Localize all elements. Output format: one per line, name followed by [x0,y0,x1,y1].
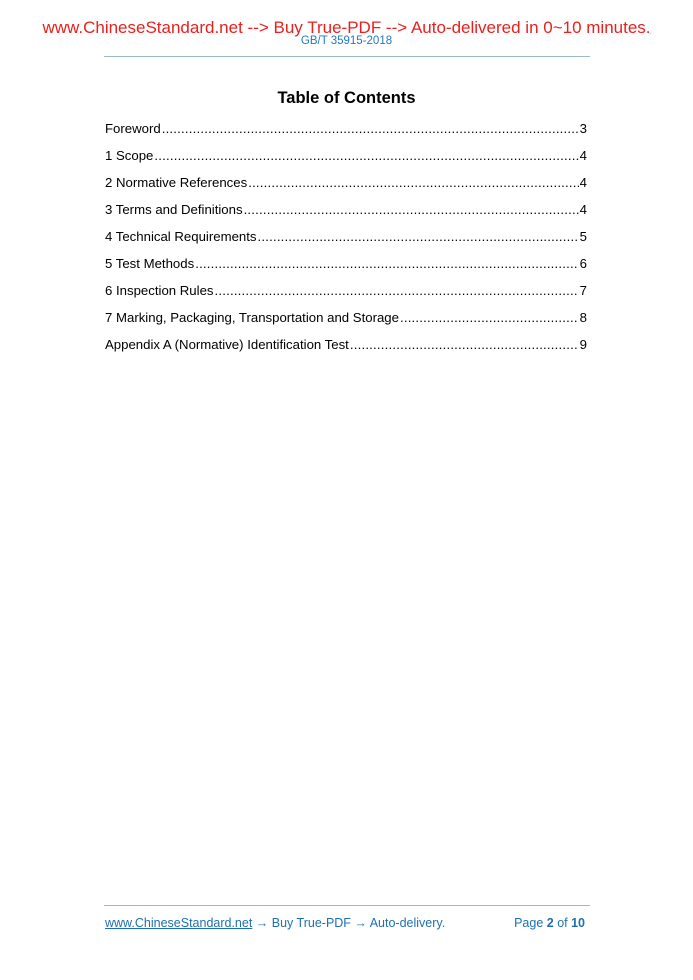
toc-entry-label: 1 Scope [105,148,154,163]
footer-promo [105,915,445,931]
toc-entry-terms-and-definitions[interactable] [105,201,587,228]
header-divider [104,56,590,57]
toc-dot-leader [195,255,578,272]
toc-dot-leader [162,120,579,137]
toc-entry-marking-packaging[interactable] [105,309,587,336]
total-page-count: 10 [571,916,585,930]
toc-dot-leader [215,282,579,299]
toc-entry-label: Foreword [105,121,161,136]
current-page-number: 2 [546,916,554,930]
page-prefix: Page [514,916,547,930]
toc-entry-label: 3 Terms and Definitions [105,202,243,217]
page-of: of [553,916,572,930]
page-indicator [514,915,585,931]
toc-title: Table of Contents [277,89,416,107]
toc-entry-scope[interactable] [105,147,587,174]
toc-entry-page: 5 [579,229,587,244]
footer-tagline: → Buy True-PDF → Auto-delivery. [252,916,446,930]
toc-entry-label: 5 Test Methods [105,256,195,271]
toc-entry-label: 6 Inspection Rules [105,283,214,298]
toc-entry-page: 4 [579,175,587,190]
toc-entry-page: 7 [579,283,587,298]
footer-site-link[interactable]: www.ChineseStandard.net [105,916,253,930]
toc-entry-page: 4 [579,202,587,217]
footer-divider [104,905,590,906]
toc-entry-label: 4 Technical Requirements [105,229,257,244]
toc-dot-leader [154,147,578,164]
toc-dot-leader [400,309,579,326]
toc-entry-page: 8 [579,310,587,325]
toc-entry-appendix-a[interactable] [105,336,587,363]
promo-banner[interactable]: www.ChineseStandard.net --> Buy True-PDF --> Auto-delivered in 0~10 minutes. [42,18,651,37]
toc-entry-normative-references[interactable] [105,174,587,201]
toc-dot-leader [258,228,579,245]
toc-entry-page: 3 [579,121,587,136]
toc-entry-foreword[interactable] [105,120,587,147]
toc-entry-page: 6 [579,256,587,271]
table-of-contents [105,120,587,363]
document-code: GB/T 35915-2018 [300,35,393,47]
toc-entry-label: 7 Marking, Packaging, Transportation and Storage [105,310,399,325]
toc-dot-leader [248,174,578,191]
toc-entry-inspection-rules[interactable] [105,282,587,309]
toc-entry-label: 2 Normative References [105,175,248,190]
toc-dot-leader [350,336,579,353]
toc-entry-page: 9 [579,337,587,352]
toc-entry-label: Appendix A (Normative) Identification Test [105,337,349,352]
toc-entry-technical-requirements[interactable] [105,228,587,255]
toc-entry-test-methods[interactable] [105,255,587,282]
toc-dot-leader [244,201,579,218]
toc-entry-page: 4 [579,148,587,163]
